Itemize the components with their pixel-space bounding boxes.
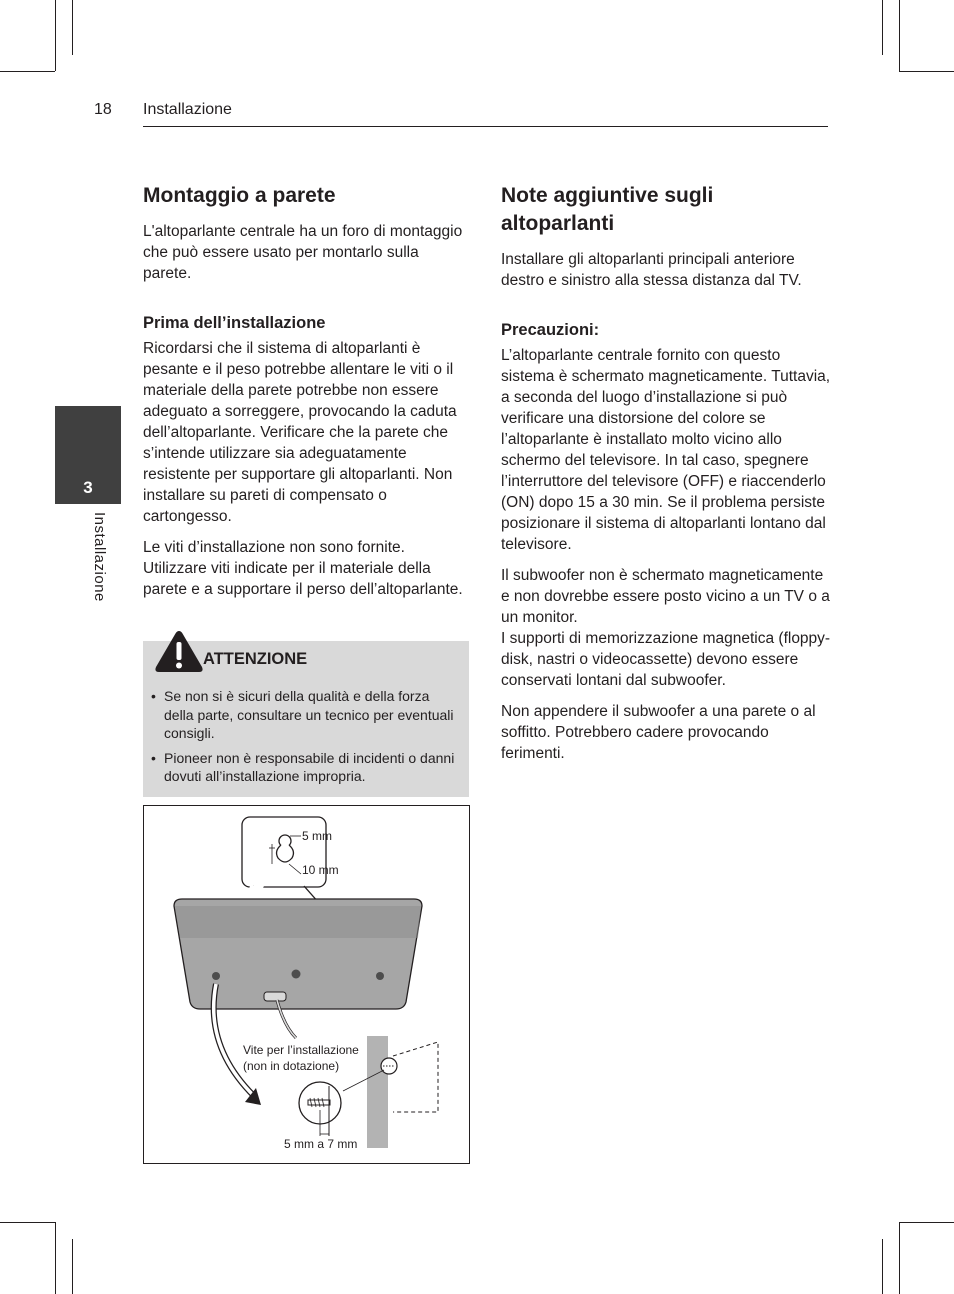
subheading: Precauzioni:	[501, 321, 600, 339]
paragraph: Il subwoofer non è schermato magneticamente e non dovrebbe essere posto vicino a un TV o a un monitor.	[501, 567, 830, 626]
caution-title: ATTENZIONE	[203, 650, 308, 668]
header-rule	[143, 126, 828, 127]
page-number: 18	[94, 101, 112, 118]
caution-list	[151, 687, 462, 792]
intro-paragraph: L'altoparlante centrale ha un foro di montaggio che può essere usato per montarlo sulla parete.	[143, 223, 463, 282]
chapter-number: 3	[83, 478, 93, 497]
right-column	[501, 182, 831, 764]
chapter-tab	[55, 406, 121, 504]
intro-paragraph: Installare gli altoparlanti principali anteriore destro e sinistro alla stessa distanza dal TV.	[501, 251, 802, 289]
list-item: • Pioneer non è responsabile di incidenti o danni dovuti all’installazione impropria.	[151, 749, 455, 784]
paragraph: Non appendere il subwoofer a una parete o al soffitto. Potrebbero cadere provocando ferimenti.	[501, 703, 816, 762]
warning-icon	[153, 629, 205, 675]
paragraph: I supporti di memorizzazione magnetica (floppy-disk, nastri o videocassette) devono essere conservati lontani dal subwoofer.	[501, 630, 831, 689]
dimension-label: 5 mm a 7 mm	[284, 1137, 358, 1151]
chapter-label: Installazione	[91, 512, 108, 602]
left-column	[143, 182, 469, 600]
paragraph: Ricordarsi che il sistema di altoparlanti è pesante e il peso potrebbe allentare le viti o il materiale della parete potrebbe non essere adeguato a sorreggere, provocando la caduta dell’altoparlante. Verificare che la parete che s’intende utilizzare sia adeguatamente resistente per supportare gli altoparlanti. Non installare su pareti di compensato o cartongesso.	[143, 340, 457, 525]
section-title: Note aggiuntive sugli altoparlanti	[501, 184, 714, 235]
subheading: Prima dell’installazione	[143, 314, 326, 332]
mounting-figure	[143, 805, 470, 1164]
dimension-label: 5 mm	[302, 829, 332, 843]
list-item: • Se non si è sicuri della qualità e della forza della parte, consultare un tecnico per eventuali consigli.	[151, 688, 454, 741]
dimension-label: 10 mm	[302, 863, 339, 877]
caution-box	[143, 641, 469, 797]
section-title: Montaggio a parete	[143, 184, 336, 207]
running-header: Installazione	[143, 101, 232, 118]
speaker-mounting-illustration	[144, 806, 469, 1163]
paragraph: L’altoparlante centrale fornito con questo sistema è schermato magneticamente. Tuttavia, a seconda del luogo d’installazione si può verificare una distorsione del colore se l’altoparlante è installato molto vicino allo schermo del televisore. In tal caso, spegnere l’interruttore del televisore (OFF) e riaccenderlo (ON) dopo 15 a 30 min. Se il problema persiste posizionare il sistema di altoparlanti lontano dal televisore.	[501, 347, 831, 553]
paragraph: Le viti d’installazione non sono fornite. Utilizzare viti indicate per il materiale della parete e a supportare il perso dell’altoparlante.	[143, 539, 463, 598]
screw-label: Vite per l’installazione (non in dotazione)	[243, 1043, 359, 1073]
